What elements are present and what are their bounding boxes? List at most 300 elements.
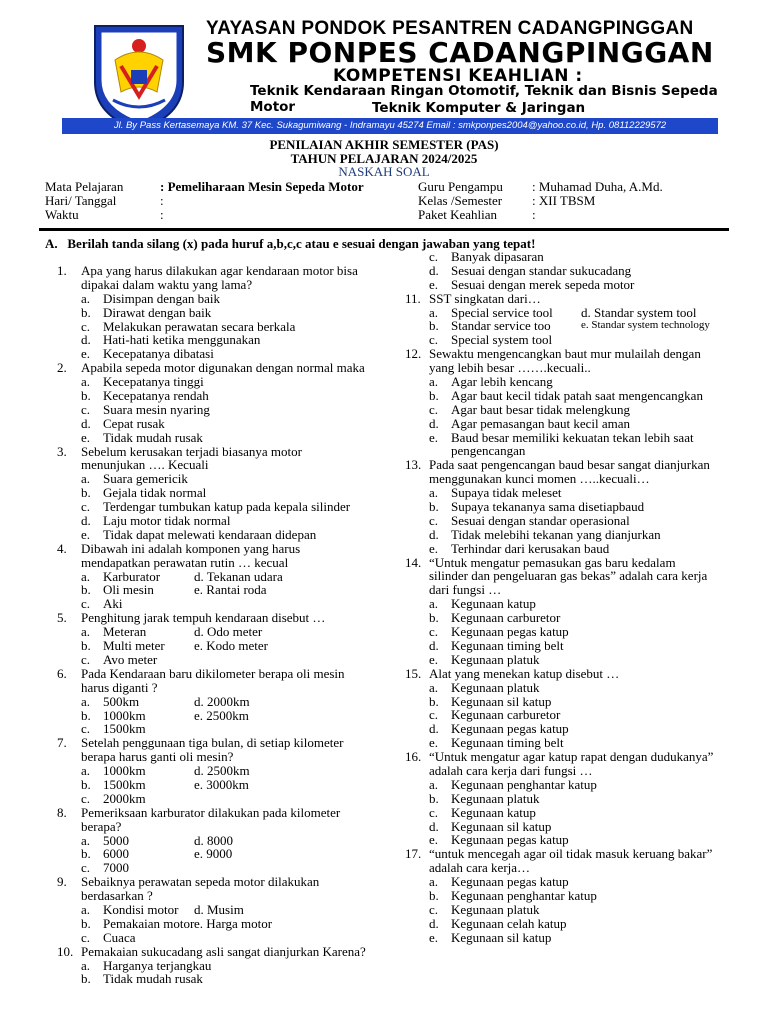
answer-option [57,764,397,778]
teacher-label: Guru Pengampu [418,179,503,194]
question-text: Alat yang menekan katup disebut … [429,665,620,681]
option-text: Laju motor tidak normal [103,513,231,529]
address-bar: Jl. By Pass Kertasemaya KM. 37 Kec. Sukagumiwang - Indramayu 45274 Email : smkponpes2004@yahoo.co.id, Hp. 08112229572 [62,118,718,134]
question-line [57,361,397,375]
question-text: Dibawah ini adalah komponen yang harus [81,540,301,556]
option-text: 1500km [103,721,146,737]
question-line [57,945,397,959]
answer-option [405,833,745,847]
option-letter: b. [429,499,439,515]
option-text: Agar baut besar tidak melengkung [451,401,631,417]
option-text: 1000km [103,763,146,779]
answer-option [57,333,397,347]
answer-option [405,889,745,903]
question-text: Sebaiknya perawatan sepeda motor dilakukan [81,874,320,890]
option-letter: c. [429,707,439,723]
question-line [57,611,397,625]
option-text: Terhindar dari kerusakan baud [451,540,610,556]
option-letter: e. [429,651,439,667]
question-continuation [405,583,745,597]
answer-option [57,347,397,361]
question-text: harus diganti ? [81,679,158,695]
option-text: 7000 [103,860,129,876]
competency-list-1: Teknik Kendaraan Ringan Otomotif, Teknik dan Bisnis Sepeda Motor [250,83,718,115]
answer-option [405,611,745,625]
package-label: Paket Keahlian [418,207,498,222]
option-text: Kegunaan penghantar katup [451,887,597,903]
question-text: “untuk mencegah agar oil tidak masuk keruang bakar” [429,846,713,862]
option-text-second: d. Odo meter [194,624,263,640]
option-text: Harganya terjangkau [103,957,212,973]
option-letter: b. [429,610,439,626]
questions-right-column [405,250,745,945]
question-number: 3. [57,443,67,459]
question-line [57,875,397,889]
option-text: Kegunaan pegas katup [451,874,569,890]
option-letter: c. [429,332,439,348]
section-letter: A. [45,236,58,251]
section-instruction-text: Berilah tanda silang (x) pada huruf a,b,c,c atau e sesuai dengan jawaban yang tepat! [67,236,536,251]
option-text: Kegunaan celah katup [451,915,567,931]
question-line [405,556,745,570]
answer-option [405,333,745,347]
option-text-second: e. 2500km [194,707,249,723]
option-continuation [405,444,745,458]
answer-option [405,625,745,639]
answer-option [405,306,745,320]
option-letter: a. [81,290,91,306]
option-letter: d. [429,262,439,278]
answer-option [405,542,745,556]
option-letter: d. [429,637,439,653]
answer-option [405,778,745,792]
option-letter: a. [81,901,91,917]
option-letter: c. [429,512,439,528]
option-text-second: e. Harga motor [194,915,273,931]
answer-option [405,931,745,945]
option-text: Agar baut kecil tidak patah saat mengencangkan [451,387,703,403]
option-letter: a. [429,596,439,612]
answer-option [405,278,745,292]
answer-option [405,417,745,431]
option-letter: d. [429,721,439,737]
answer-option [405,431,745,445]
question-continuation [57,458,397,472]
option-letter: b. [81,582,91,598]
option-text: 5000 [103,832,129,848]
option-text: Baud besar memiliki kekuatan tekan lebih saat [451,429,694,445]
option-letter: c. [429,624,439,640]
question-number: 1. [57,263,67,278]
option-text: Kegunaan timing belt [451,735,564,751]
option-letter: b. [429,387,439,403]
answer-option [405,528,745,542]
option-text: Cuaca [103,929,136,945]
answer-option [405,708,745,722]
option-letter: b. [81,915,91,931]
question-text: menggunakan kunci momen …..kecuali… [429,471,650,487]
option-letter: a. [81,568,91,584]
option-letter: b. [81,846,91,862]
question-text: Setelah penggunaan tiga bulan, di setiap kilometer [81,735,344,751]
question-text: dari fungsi … [429,582,502,598]
option-text: 1000km [103,707,146,723]
option-letter: c. [81,318,91,334]
question-text: Penghitung jarak tempuh kendaraan disebut … [81,610,326,626]
option-letter: e. [429,276,439,292]
question-line [57,445,397,459]
question-continuation [405,764,745,778]
option-text: Tidak dapat melewati kendaraan didepan [103,526,317,542]
option-text: 500km [103,693,140,709]
question-line [57,264,397,278]
option-text: Multi meter [103,638,165,654]
question-continuation [57,556,397,570]
question-number: 11. [405,290,421,306]
option-text-second: e. Rantai roda [194,582,267,598]
question-continuation [57,750,397,764]
question-continuation [57,278,397,292]
question-number: 4. [57,540,67,556]
answer-option [405,875,745,889]
option-text: Tidak mudah rusak [103,971,203,987]
answer-option [57,834,397,848]
answer-option [405,653,745,667]
option-text: Hati-hati ketika menggunakan [103,332,261,348]
questions-left-column [57,264,397,986]
answer-option [405,389,745,403]
option-text: Kegunaan platuk [451,679,540,695]
option-text: Kecepatanya rendah [103,388,209,404]
question-number: 10. [57,943,74,959]
question-text: silinder dan pengeluaran gas bekas” adalah cara kerja [429,568,708,584]
option-text: Standar service too [451,318,551,334]
option-text: Kegunaan platuk [451,790,540,806]
option-letter: a. [81,693,91,709]
option-text: Dirawat dengan baik [103,304,212,320]
option-text: Kegunaan carburetor [451,707,561,723]
option-text: Kecepatanya dibatasi [103,346,214,362]
option-text: Tidak mudah rusak [103,429,203,445]
answer-option [57,917,397,931]
answer-option [57,861,397,875]
question-text: Pemakaian sukucadang asli sangat dianjurkan Karena? [81,943,366,959]
option-letter: b. [81,707,91,723]
question-line [405,667,745,681]
option-text: Avo meter [103,651,158,667]
answer-option [405,403,745,417]
option-letter: a. [81,957,91,973]
option-letter: b. [81,485,91,501]
option-text: Suara gemericik [103,471,188,487]
option-letter: c. [81,596,91,612]
option-text: Kecepatanya tinggi [103,374,204,390]
answer-option [405,639,745,653]
foundation-name: YAYASAN PONDOK PESANTREN CADANGPINGGAN [206,18,694,39]
answer-option [57,583,397,597]
option-text: 6000 [103,846,129,862]
option-text: Terdengar tumbukan katup pada kepala silinder [103,499,351,515]
option-letter: c. [81,499,91,515]
option-text: Suara mesin nyaring [103,401,210,417]
answer-option [57,722,397,736]
answer-option [405,903,745,917]
competency-list-2: Teknik Komputer & Jaringan [372,100,586,116]
option-letter: c. [81,401,91,417]
question-line [57,542,397,556]
option-text: Supaya tidak meleset [451,485,562,501]
option-text-second: d. Tekanan udara [194,568,283,584]
option-text: Sesuai dengan standar sukucadang [451,262,632,278]
option-text: Aki [103,596,123,612]
question-text: mendapatkan perawatan rutin … kecual [81,554,289,570]
option-text-second: e. 9000 [194,846,233,862]
answer-option [57,792,397,806]
option-letter: a. [81,471,91,487]
option-text: Karburator [103,568,161,584]
answer-option [57,486,397,500]
answer-option [57,417,397,431]
option-letter: c. [81,651,91,667]
option-letter: e. [81,526,91,542]
option-text-second: d. 2000km [194,693,250,709]
option-letter: d. [429,915,439,931]
question-text: Pada saat pengencangan baud besar sangat dianjurkan [429,457,710,473]
answer-option [57,847,397,861]
date-label: Hari/ Tanggal [45,193,117,208]
question-continuation [405,861,745,875]
option-letter: b. [429,318,439,334]
answer-option [57,389,397,403]
question-text: Pada Kendaraan baru dikilometer berapa oli mesin [81,665,345,681]
question-text: berapa harus ganti oli mesin? [81,749,234,765]
question-text: menunjukan …. Kecuali [81,457,209,473]
option-text: Kegunaan pegas katup [451,832,569,848]
package-value: : [532,207,536,222]
question-text: berdasarkan ? [81,888,153,904]
question-text: SST singkatan dari… [429,290,541,306]
answer-option [405,500,745,514]
question-text: yang lebih besar …….kecuali.. [429,360,591,376]
option-letter: b. [81,776,91,792]
option-letter: c. [429,401,439,417]
answer-option [57,431,397,445]
question-number: 13. [405,457,422,473]
answer-option [405,695,745,709]
answer-option [57,709,397,723]
answer-option [405,486,745,500]
option-text: Kegunaan timing belt [451,637,564,653]
option-text: Melakukan perawatan secara berkala [103,318,296,334]
question-number: 14. [405,554,422,570]
date-value: : [160,193,164,208]
answer-option [405,264,745,278]
option-text: Kondisi motor [103,901,179,917]
option-text: Kegunaan sil katup [451,929,552,945]
question-continuation [57,889,397,903]
question-text: Pemeriksaan karburator dilakukan pada kilometer [81,804,341,820]
option-letter: a. [429,776,439,792]
question-continuation [57,820,397,834]
school-logo [91,20,187,132]
option-letter: d. [81,513,91,529]
question-number: 17. [405,846,422,862]
option-text: pengencangan [451,443,526,459]
subject-label: Mata Pelajaran [45,179,124,194]
class-value: : XII TBSM [532,193,596,208]
answer-option [405,681,745,695]
option-text-second: d. Musim [194,901,244,917]
option-text: Special system tool [451,332,553,348]
class-label: Kelas /Semester [418,193,503,208]
option-letter: b. [429,887,439,903]
answer-option [405,319,745,333]
option-letter: d. [429,818,439,834]
question-text: adalah cara kerja dari fungsi … [429,762,593,778]
option-text: Kegunaan pegas katup [451,721,569,737]
answer-option [405,917,745,931]
question-number: 9. [57,874,67,890]
option-letter: c. [81,721,91,737]
question-text: Sebelum kerusakan terjadi biasanya motor [81,443,302,459]
option-text-second: d. 2500km [194,763,250,779]
option-text-second: e. Standar system technology [581,319,710,332]
answer-option [405,375,745,389]
answer-option [57,695,397,709]
answer-option [57,472,397,486]
option-letter: a. [81,374,91,390]
question-number: 6. [57,665,67,681]
question-text: Apabila sepeda motor digunakan dengan normal maka [81,360,365,376]
option-text: 1500km [103,776,146,792]
time-label: Waktu [45,207,79,222]
answer-option [57,778,397,792]
school-name: SMK PONPES CADANGPINGGAN [206,36,714,69]
option-text: Kegunaan platuk [451,901,540,917]
option-letter: e. [429,735,439,751]
option-text: Oli mesin [103,582,154,598]
question-number: 12. [405,346,422,362]
option-letter: c. [81,860,91,876]
option-text-second: e. 3000km [194,776,249,792]
answer-option [57,903,397,917]
option-text: Sesuai dengan standar operasional [451,512,630,528]
option-text-second: d. 8000 [194,832,233,848]
option-letter: c. [429,901,439,917]
exam-year: TAHUN PELAJARAN 2024/2025 [290,151,478,166]
option-text: Special service tool [451,304,553,320]
option-text-second: e. Kodo meter [194,638,269,654]
option-letter: c. [429,804,439,820]
answer-option [57,653,397,667]
option-letter: a. [429,485,439,501]
option-text: Gejala tidak normal [103,485,207,501]
answer-option [57,959,397,973]
option-text: Agar lebih kencang [451,374,553,390]
answer-option [57,375,397,389]
option-letter: e. [81,429,91,445]
option-letter: d. [81,415,91,431]
option-text: 2000km [103,790,146,806]
option-letter: a. [81,763,91,779]
answer-option [57,306,397,320]
question-number: 2. [57,360,67,376]
option-letter: c. [81,929,91,945]
option-text: Kegunaan katup [451,804,536,820]
option-letter: e. [429,429,439,445]
question-number: 5. [57,610,67,626]
answer-option [57,625,397,639]
option-text: Sesuai dengan merek sepeda motor [451,276,635,292]
answer-option [405,250,745,264]
option-text: Agar pemasangan baut kecil aman [451,415,631,431]
question-line [405,347,745,361]
answer-option [57,403,397,417]
answer-option [57,514,397,528]
teacher-value: : Muhamad Duha, A.Md. [532,179,663,194]
option-letter: a. [81,624,91,640]
option-letter: b. [81,388,91,404]
option-letter: a. [429,304,439,320]
option-letter: e. [429,929,439,945]
option-text: Kegunaan sil katup [451,818,552,834]
question-continuation [405,472,745,486]
answer-option [57,320,397,334]
question-text: berapa? [81,818,122,834]
question-line [57,736,397,750]
answer-option [57,500,397,514]
option-letter: b. [429,790,439,806]
subject-value: : Pemeliharaan Mesin Sepeda Motor [160,179,364,194]
option-letter: a. [81,832,91,848]
option-letter: d. [429,415,439,431]
question-text: adalah cara kerja… [429,860,531,876]
option-letter: b. [429,693,439,709]
exam-title: PENILAIAN AKHIR SEMESTER (PAS) [269,137,499,152]
option-text: Kegunaan platuk [451,651,540,667]
option-text: Kegunaan carburetor [451,610,561,626]
question-continuation [405,361,745,375]
question-continuation [57,681,397,695]
question-line [405,292,745,306]
question-line [57,806,397,820]
answer-option [57,931,397,945]
option-letter: b. [81,304,91,320]
question-number: 8. [57,804,67,820]
option-letter: d. [429,526,439,542]
answer-option [405,597,745,611]
question-text: Apa yang harus dilakukan agar kendaraan motor bisa [81,263,358,278]
time-value: : [160,207,164,222]
question-line [405,750,745,764]
option-text: Tidak melebihi tekanan yang dianjurkan [451,526,661,542]
competency-heading: KOMPETENSI KEAHLIAN : [333,66,583,86]
question-number: 7. [57,735,67,751]
option-letter: d. [81,332,91,348]
answer-option [57,639,397,653]
option-letter: a. [429,679,439,695]
question-line [405,847,745,861]
question-line [57,667,397,681]
option-letter: c. [81,790,91,806]
answer-option [405,792,745,806]
option-text: Cepat rusak [103,415,165,431]
option-letter: a. [429,374,439,390]
option-letter: b. [81,971,91,987]
answer-option [57,597,397,611]
option-text: Kegunaan penghantar katup [451,776,597,792]
option-text: Meteran [103,624,147,640]
